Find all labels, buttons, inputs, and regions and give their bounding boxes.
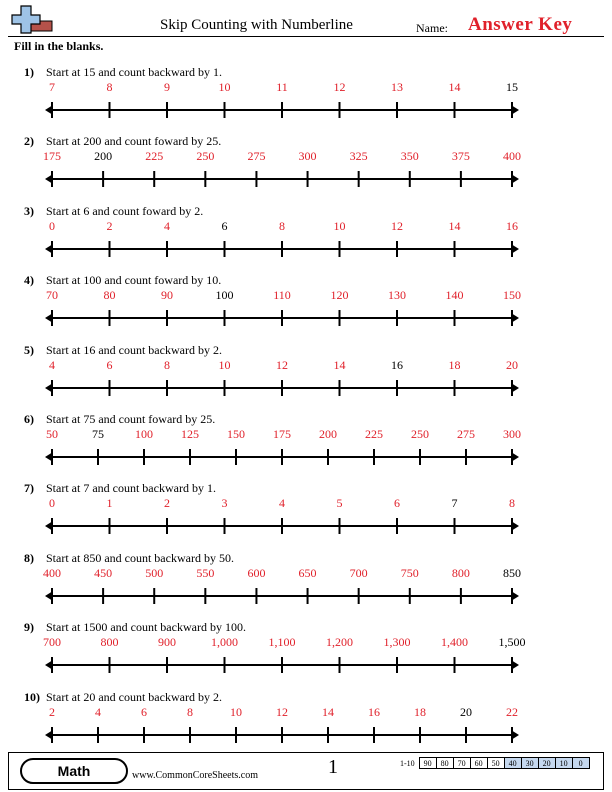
answer-label: 8 xyxy=(279,218,285,233)
number-line xyxy=(0,564,612,606)
number-line xyxy=(0,78,612,120)
answer-label: 10 xyxy=(333,218,346,233)
answer-label: 110 xyxy=(273,288,291,303)
problem-number: 2) xyxy=(24,134,34,149)
given-value-label: 75 xyxy=(92,427,104,441)
score-table xyxy=(398,757,590,769)
given-value-label: 1,500 xyxy=(498,635,526,650)
answer-key-heading: Answer Key xyxy=(468,14,573,35)
given-value-label: 6 xyxy=(221,218,228,233)
problem-7 xyxy=(0,481,612,537)
problem-number: 3) xyxy=(24,203,34,218)
answer-label: 14 xyxy=(448,80,461,94)
header-rule xyxy=(8,36,604,37)
answer-label: 250 xyxy=(196,149,215,164)
answer-label: 550 xyxy=(196,565,215,580)
subject-badge: Math xyxy=(20,758,128,784)
answer-label: 20 xyxy=(506,357,518,372)
answer-label: 50 xyxy=(46,427,58,441)
answer-label: 350 xyxy=(400,149,419,164)
answer-label: 2 xyxy=(106,218,113,233)
answer-label: 225 xyxy=(145,149,164,164)
answer-label: 700 xyxy=(349,565,368,580)
score-cell: 60 xyxy=(470,758,487,769)
answer-label: 6 xyxy=(106,357,113,372)
answer-label: 125 xyxy=(181,427,199,441)
answer-label: 450 xyxy=(94,565,113,580)
answer-label: 400 xyxy=(503,149,521,164)
given-value-label: 20 xyxy=(460,704,472,719)
answer-label: 225 xyxy=(365,427,383,441)
answer-label: 8 xyxy=(187,704,193,719)
number-line xyxy=(0,633,612,675)
answer-label: 1,300 xyxy=(383,635,411,650)
answer-label: 22 xyxy=(506,704,518,719)
answer-label: 1 xyxy=(106,496,113,511)
given-value-label: 16 xyxy=(391,357,403,372)
answer-label: 8 xyxy=(106,80,113,94)
number-line xyxy=(0,217,612,259)
given-value-label: 850 xyxy=(503,565,521,580)
answer-label: 9 xyxy=(164,80,170,94)
site-url: www.CommonCoreSheets.com xyxy=(132,770,259,781)
answer-label: 140 xyxy=(445,288,464,303)
answer-label: 70 xyxy=(46,288,58,303)
answer-label: 400 xyxy=(43,565,61,580)
problem-prompt: Start at 7 and count backward by 1. xyxy=(46,481,216,496)
given-value-label: 15 xyxy=(506,80,518,94)
answer-label: 800 xyxy=(100,635,119,650)
problem-2 xyxy=(0,134,612,190)
answer-label: 4 xyxy=(164,218,170,233)
answer-label: 200 xyxy=(319,427,337,441)
number-line xyxy=(0,494,612,536)
page-number: 1 xyxy=(328,756,338,778)
answer-label: 325 xyxy=(349,149,368,164)
answer-label: 150 xyxy=(227,427,245,441)
answer-label: 14 xyxy=(322,704,334,719)
problem-number: 1) xyxy=(24,65,34,79)
answer-label: 14 xyxy=(333,357,346,372)
answer-label: 1,100 xyxy=(268,635,296,650)
answer-label: 8 xyxy=(509,496,515,511)
answer-label: 1,400 xyxy=(441,635,468,650)
answer-label: 14 xyxy=(448,218,461,233)
problem-prompt: Start at 20 and count backward by 2. xyxy=(46,689,222,704)
answer-label: 16 xyxy=(506,218,518,233)
given-value-label: 200 xyxy=(94,149,113,164)
answer-label: 0 xyxy=(49,218,55,233)
problem-6 xyxy=(0,412,612,468)
score-cell: 10 xyxy=(555,758,572,769)
problem-8 xyxy=(0,551,612,607)
answer-label: 300 xyxy=(298,149,317,164)
number-line xyxy=(0,703,612,745)
answer-label: 6 xyxy=(394,496,400,511)
problem-prompt: Start at 200 and count foward by 25. xyxy=(46,134,222,149)
answer-label: 100 xyxy=(135,427,153,441)
problem-5 xyxy=(0,343,612,399)
answer-label: 4 xyxy=(49,357,55,372)
problem-number: 8) xyxy=(24,550,34,565)
answer-label: 375 xyxy=(451,149,470,164)
answer-label: 12 xyxy=(333,80,346,94)
problem-prompt: Start at 16 and count backward by 2. xyxy=(46,342,222,357)
answer-label: 650 xyxy=(298,565,317,580)
answer-label: 175 xyxy=(273,427,291,441)
problem-10 xyxy=(0,690,612,746)
answer-label: 18 xyxy=(448,357,461,372)
answer-label: 300 xyxy=(503,427,521,441)
problem-number: 4) xyxy=(24,273,34,288)
answer-label: 4 xyxy=(279,496,285,511)
problem-number: 7) xyxy=(24,481,34,496)
problem-9 xyxy=(0,620,612,676)
problem-number: 9) xyxy=(24,620,34,635)
answer-label: 6 xyxy=(141,704,147,719)
given-value-label: 7 xyxy=(451,496,458,511)
answer-label: 10 xyxy=(218,357,231,372)
answer-label: 500 xyxy=(145,565,164,580)
problem-number: 5) xyxy=(24,342,34,357)
score-cell: 40 xyxy=(504,758,521,769)
answer-label: 5 xyxy=(336,496,343,511)
answer-label: 8 xyxy=(164,357,170,372)
answer-label: 11 xyxy=(276,80,288,94)
problem-prompt: Start at 6 and count foward by 2. xyxy=(46,203,204,218)
score-cell: 30 xyxy=(521,758,538,769)
answer-label: 2 xyxy=(49,704,55,719)
answer-label: 600 xyxy=(247,565,266,580)
problem-4 xyxy=(0,273,612,329)
answer-label: 150 xyxy=(503,288,521,303)
answer-label: 80 xyxy=(103,288,116,303)
problem-number: 6) xyxy=(24,412,34,426)
score-cell: 70 xyxy=(453,758,470,769)
page-title: Skip Counting with Numberline xyxy=(160,17,353,33)
answer-label: 3 xyxy=(221,496,228,511)
answer-label: 16 xyxy=(368,704,380,719)
given-value-label: 100 xyxy=(215,288,234,303)
problem-prompt: Start at 75 and count foward by 25. xyxy=(46,412,216,426)
answer-label: 700 xyxy=(43,635,61,650)
problem-1 xyxy=(0,65,612,121)
answer-label: 4 xyxy=(95,704,101,719)
name-label: Name: xyxy=(416,21,448,35)
answer-label: 1,000 xyxy=(211,635,238,650)
problem-number: 10) xyxy=(24,689,40,704)
answer-label: 800 xyxy=(451,565,470,580)
worksheet-logo-icon xyxy=(10,4,56,38)
answer-label: 12 xyxy=(276,704,288,719)
number-line xyxy=(0,356,612,398)
answer-label: 0 xyxy=(49,496,55,511)
answer-label: 250 xyxy=(411,427,429,441)
score-cell: 50 xyxy=(487,758,504,769)
answer-label: 750 xyxy=(400,565,419,580)
answer-label: 130 xyxy=(388,288,406,303)
answer-label: 7 xyxy=(49,80,55,94)
answer-label: 1,200 xyxy=(326,635,353,650)
number-line xyxy=(0,147,612,189)
answer-label: 90 xyxy=(161,288,173,303)
number-line xyxy=(0,425,612,467)
answer-label: 175 xyxy=(43,149,61,164)
problem-prompt: Start at 1500 and count backward by 100. xyxy=(46,620,246,635)
answer-label: 2 xyxy=(164,496,170,511)
answer-label: 900 xyxy=(158,635,176,650)
answer-label: 10 xyxy=(218,80,231,94)
score-cell: 80 xyxy=(436,758,453,769)
problem-prompt: Start at 100 and count foward by 10. xyxy=(46,273,222,288)
instructions: Fill in the blanks. xyxy=(14,39,104,53)
score-cell: 0 xyxy=(572,758,589,769)
answer-label: 13 xyxy=(391,80,403,94)
answer-label: 275 xyxy=(247,149,266,164)
answer-label: 10 xyxy=(230,704,242,719)
answer-label: 12 xyxy=(391,218,403,233)
problem-3 xyxy=(0,204,612,260)
answer-label: 18 xyxy=(414,704,426,719)
score-range: 1-10 xyxy=(400,758,415,768)
score-cell: 20 xyxy=(538,758,555,769)
number-line xyxy=(0,286,612,328)
answer-label: 120 xyxy=(330,288,349,303)
answer-label: 275 xyxy=(457,427,475,441)
problem-prompt: Start at 850 and count backward by 50. xyxy=(46,550,234,565)
answer-label: 12 xyxy=(276,357,288,372)
problem-prompt: Start at 15 and count backward by 1. xyxy=(46,65,222,79)
score-cell: 90 xyxy=(419,758,436,769)
